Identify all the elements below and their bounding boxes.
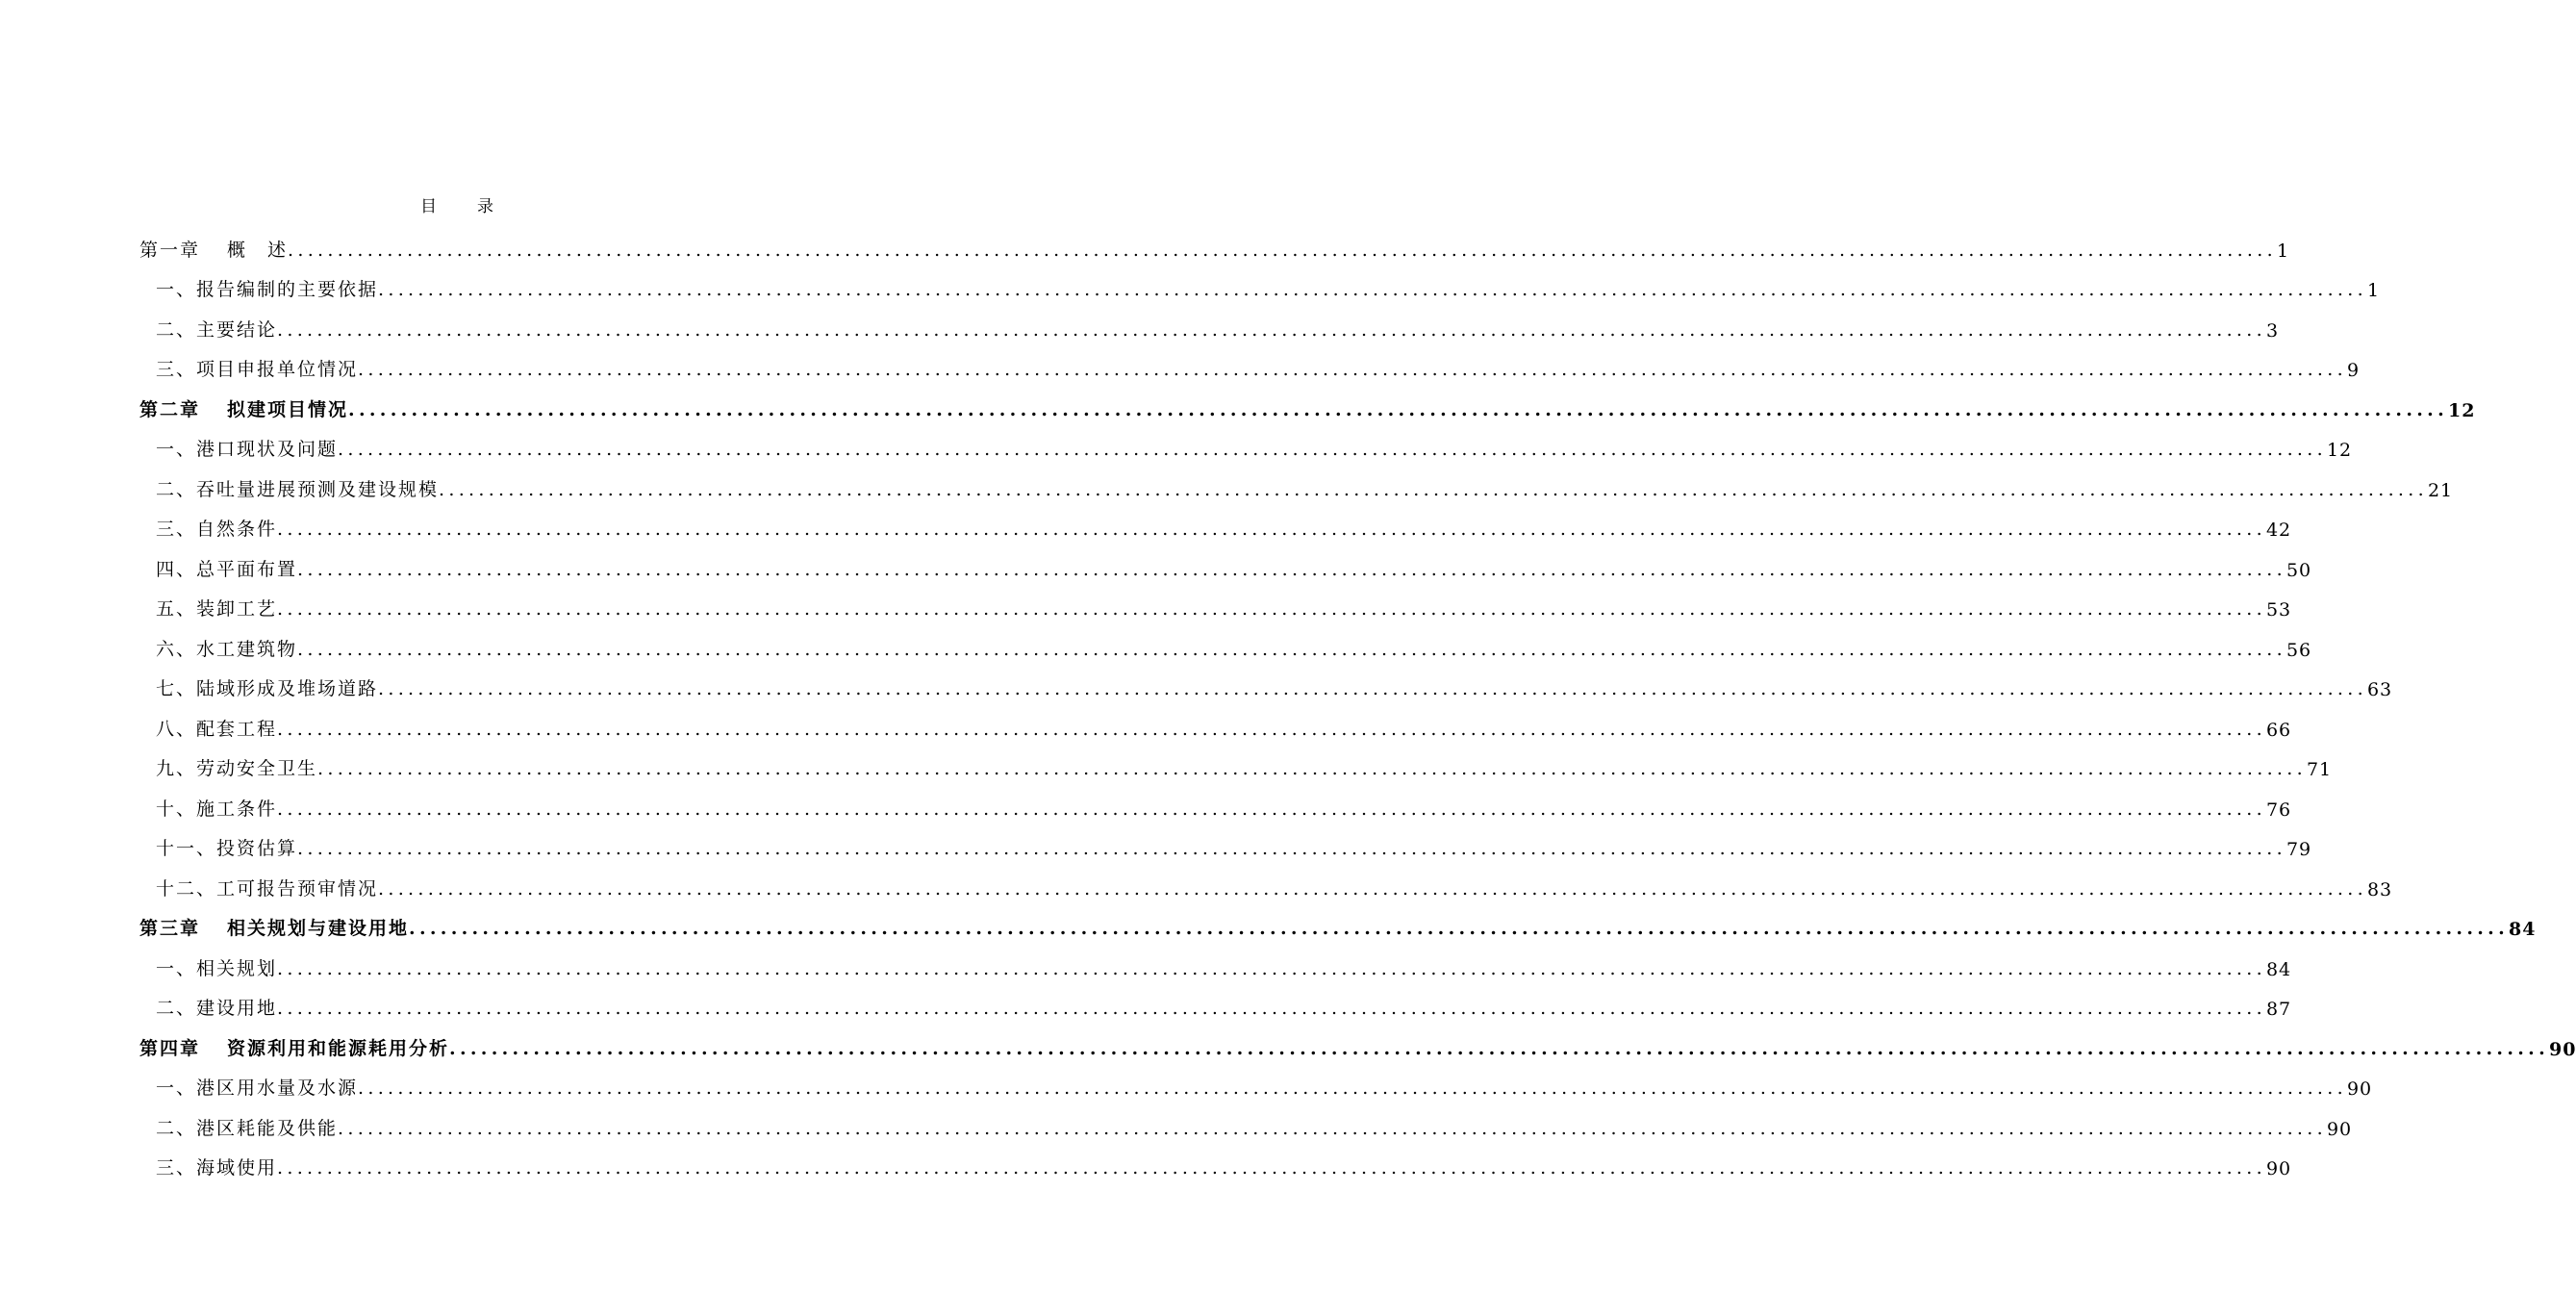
toc-entry-label [139,914,409,940]
toc-entry-label: 七、陆域形成及堆场道路 [156,678,379,699]
toc-entry[interactable] [139,342,2361,382]
toc-page-number: 87 [2265,999,2292,1020]
toc-page-number: 63 [2366,679,2393,700]
toc-title-part-1: 目 [420,197,437,216]
toc-entry-label [139,1034,449,1060]
toc-leader-dots: ........................................................................................................................................................................................................ [338,1117,2327,1139]
toc-entry[interactable] [139,741,2333,781]
toc-entry-label: 二、主要结论 [156,318,278,341]
toc-chapter-number: 第四章 [139,1037,201,1059]
toc-page-number: 3 [2265,319,2280,342]
toc-entry[interactable] [139,461,2454,501]
toc-entry-label: 十二、工可报告预审情况 [156,877,379,900]
toc-page-number: 9 [2346,360,2361,381]
toc-entry-label: 二、建设用地 [156,998,278,1019]
toc-chapter-title: 概 述 [227,239,289,261]
toc-entry-label [139,236,288,262]
toc-leader-dots: ........................................................................................................................................................................................................ [277,519,2266,540]
toc-chapter-entry[interactable] [139,221,2290,262]
toc-entry-label: 三、项目申报单位情况 [156,359,359,380]
toc-entry-label: 十一、投资估算 [156,838,298,859]
toc-page-number: 1 [2366,280,2381,301]
toc-page-number: 90 [2265,1158,2292,1179]
toc-entry[interactable] [139,421,2353,462]
toc-entry[interactable] [139,501,2292,542]
toc-entry[interactable] [139,1140,2292,1180]
toc-entry-label: 五、装卸工艺 [156,598,278,620]
toc-page-number: 84 [2508,919,2537,940]
toc-page-number: 84 [2265,958,2292,980]
toc-entry-label: 八、配套工程 [156,718,278,740]
toc-entry[interactable] [139,541,2312,581]
toc-leader-dots: ........................................................................................................................................................................................................ [277,1157,2266,1179]
toc-entry[interactable] [139,621,2312,661]
toc-page-number: 83 [2366,878,2393,900]
toc-chapter-number: 第三章 [139,918,201,939]
toc-entry[interactable] [139,940,2292,980]
toc-entry-label: 九、劳动安全卫生 [156,758,318,779]
toc-chapter-entry[interactable] [139,381,2476,421]
toc-page-number: 71 [2306,759,2333,780]
toc-title-part-2: 录 [477,197,493,216]
toc-entry[interactable] [139,860,2393,900]
toc-leader-dots: ........................................................................................................................................................................................................ [277,798,2266,820]
toc-leader-dots: ........................................................................................................................................................................................................ [297,838,2286,859]
toc-page-number: 79 [2286,839,2312,860]
toc-chapter-entry[interactable] [139,1020,2576,1060]
table-of-contents [139,221,2576,1179]
toc-page-number: 90 [2548,1038,2576,1060]
toc-leader-dots: ........................................................................................................................................................................................................ [378,678,2367,699]
toc-chapter-title: 相关规划与建设用地 [227,918,410,939]
toc-leader-dots: ........................................................................................................................................................................................................ [277,718,2266,740]
toc-leader-dots: ........................................................................................................................................................................................................ [378,877,2367,900]
toc-page-number: 56 [2286,639,2312,661]
toc-entry-label: 一、相关规划 [156,957,278,979]
toc-page-number: 12 [2326,440,2353,461]
toc-entry-label: 一、港区用水量及水源 [156,1078,359,1099]
toc-page-number: 53 [2265,599,2292,621]
toc-chapter-number: 第一章 [139,239,201,261]
toc-leader-dots: ........................................................................................................................................................................................................ [358,359,2347,380]
toc-page-number: 42 [2265,520,2292,541]
toc-leader-dots: ........................................................................................................................................................................................................ [358,1078,2347,1099]
toc-entry-label: 四、总平面布置 [156,558,298,580]
toc-leader-dots: ........................................................................................................................................................................................................ [348,398,2448,420]
toc-page-number: 21 [2427,479,2454,501]
toc-page-number: 90 [2326,1118,2353,1140]
toc-leader-dots: ........................................................................................................................................................................................................ [297,638,2286,660]
toc-entry-label: 一、港口现状及问题 [156,439,339,460]
toc-leader-dots: ........................................................................................................................................................................................................ [378,279,2367,300]
toc-leader-dots: ........................................................................................................................................................................................................ [277,957,2266,979]
toc-entry[interactable] [139,1060,2373,1101]
toc-page-number: 12 [2447,399,2476,421]
toc-chapter-entry[interactable] [139,900,2537,941]
toc-page-number: 66 [2265,719,2292,741]
toc-chapter-title: 资源利用和能源耗用分析 [227,1037,450,1059]
toc-leader-dots: ........................................................................................................................................................................................................ [277,998,2266,1019]
toc-entry-label [139,395,348,421]
toc-entry[interactable] [139,661,2393,701]
toc-page-number: 50 [2286,559,2312,581]
toc-page-number: 76 [2265,799,2292,821]
toc-entry-label: 一、报告编制的主要依据 [156,279,379,300]
toc-entry[interactable] [139,980,2292,1021]
toc-entry[interactable] [139,780,2292,821]
toc-title [0,192,914,216]
toc-entry[interactable] [139,821,2312,861]
toc-entry-label: 二、港区耗能及供能 [156,1117,339,1139]
toc-chapter-title: 拟建项目情况 [227,398,349,420]
toc-entry-label: 十、施工条件 [156,798,278,820]
toc-leader-dots: ........................................................................................................................................................................................................ [317,758,2307,779]
toc-entry[interactable] [139,581,2292,621]
toc-leader-dots: ........................................................................................................................................................................................................ [297,558,2286,580]
toc-entry[interactable] [139,262,2381,302]
toc-leader-dots: ........................................................................................................................................................................................................ [409,918,2509,939]
toc-entry[interactable] [139,1100,2353,1140]
toc-entry-label: 六、水工建筑物 [156,638,298,660]
toc-page-number: 90 [2346,1078,2373,1100]
toc-entry-label: 三、自然条件 [156,519,278,540]
toc-page-number: 1 [2276,240,2290,262]
toc-leader-dots: ........................................................................................................................................................................................................ [277,598,2266,620]
toc-entry-label: 三、海域使用 [156,1157,278,1179]
toc-entry[interactable] [139,301,2280,342]
toc-entry[interactable] [139,700,2292,741]
toc-leader-dots: ........................................................................................................................................................................................................ [288,239,2277,261]
toc-leader-dots: ........................................................................................................................................................................................................ [277,318,2266,341]
toc-chapter-number: 第二章 [139,398,201,420]
toc-leader-dots: ........................................................................................................................................................................................................ [449,1037,2549,1059]
toc-leader-dots: ........................................................................................................................................................................................................ [439,478,2428,500]
toc-entry-label: 二、吞吐量进展预测及建设规模 [156,478,440,500]
toc-leader-dots: ........................................................................................................................................................................................................ [338,439,2327,460]
